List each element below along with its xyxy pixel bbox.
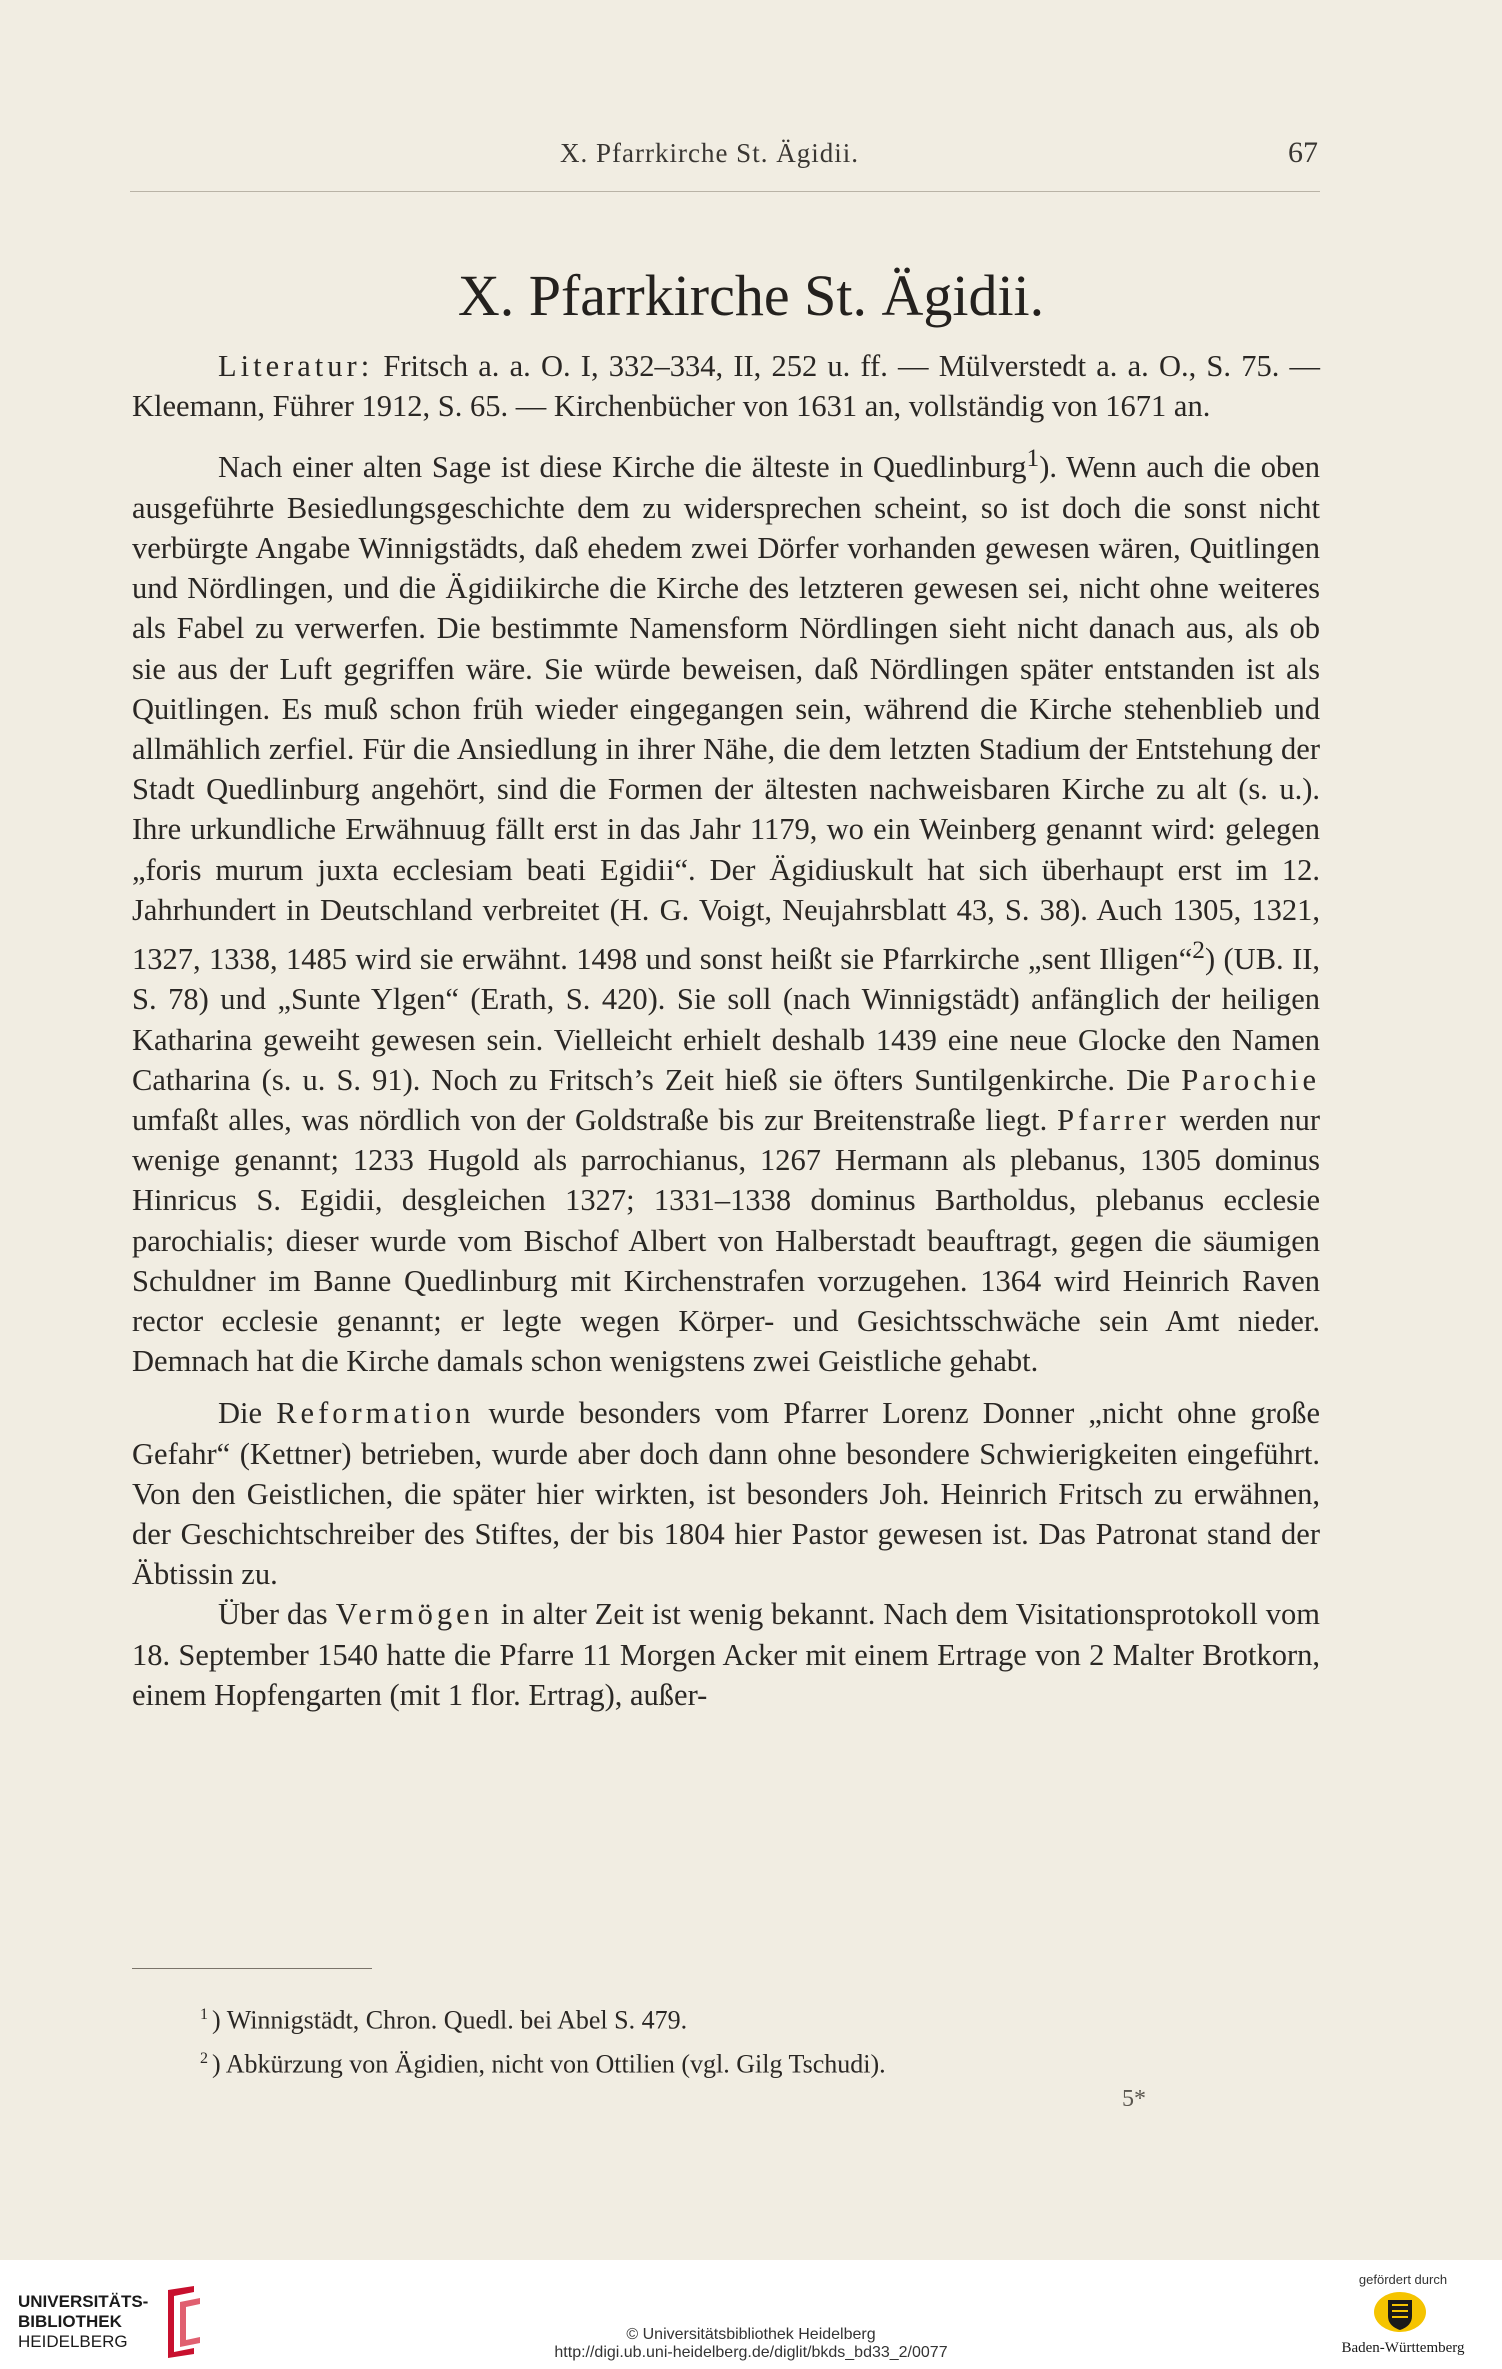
paragraph-reformation	[132, 1393, 1320, 1594]
pfarrer-label: Pfarrer	[1057, 1102, 1170, 1137]
logo-line: BIBLIOTHEK	[18, 2312, 122, 2331]
body-text	[132, 346, 1320, 1715]
sponsor-label: gefördert durch	[1358, 2272, 1448, 2287]
copyright-text: © Universitätsbibliothek Heidelberg	[626, 2326, 876, 2343]
paragraph-history	[132, 438, 1320, 1381]
literature-label: Literatur:	[218, 349, 374, 383]
logo-line: HEIDELBERG	[18, 2332, 128, 2351]
text-run: werden nur wenige genannt; 1233 Hugold als parrochianus, 1267 Hermann als plebanus, 1305 dominus Hinricus S. Egidii, desgleichen 1327; 1331–1338 dominus Bartholdus, plebanus ecclesie parochialis; dieser wurde vom Bischof Albert von Halberstadt beauftragt, gegen die säumigen Schuldner im Banne Quedlinburg mit Kirchenstrafen vorzugehen. 1364 wird Heinrich Raven rector ecclesie genannt; er legte wegen Körper- und Gesichtsschwäche sein Amt nieder. Demnach hat die Kirche damals schon wenigstens zwei Geistliche gehabt.	[132, 1102, 1320, 1379]
logo-line: UNIVERSITÄTS-	[18, 2292, 149, 2311]
parochie-label: Parochie	[1181, 1062, 1320, 1097]
footnote-ref-1: 1	[1026, 444, 1040, 473]
literature-text: Fritsch a. a. O. I, 332–334, II, 252 u. ff. — Mülverstedt a. a. O., S. 75. — Kleemann, Führer 1912, S. 65. — Kirchenbücher von 1631 an, vollständig von 1671 an.	[132, 349, 1320, 424]
page-number: 67	[1288, 136, 1318, 169]
footnote-mark: 2	[200, 2049, 208, 2067]
text-run: ) (UB. II, S. 78) und „Sunte Ylgen“ (Erath, S. 420). Sie soll (nach Winnigstädt) anfänglich der heiligen Katharina geweiht gewesen sein. Vielleicht erhielt deshalb 1439 eine neue Glocke den Namen Catharina (s. u. S. 91). Noch zu Fritsch’s Zeit hieß sie öfters Suntilgenkirche. Die	[132, 942, 1321, 1097]
text-run: ). Wenn auch die oben ausgeführte Besiedlungsgeschichte dem zu widersprechen scheint, so ist doch die sonst nicht verbürgte Angabe Winnigstädts, daß ehedem zwei Dörfer vorhanden gewesen wären, Quitlingen und Nördlingen, und die Ägidiikirche die Kirche des letzteren gewesen sei, nicht ohne weiteres als Fabel zu verwerfen. Die bestimmte Namensform Nördlingen sieht nicht danach aus, als ob sie aus der Luft gegriffen wäre. Sie würde beweisen, daß Nördlingen später entstanden ist als Quitlingen. Es muß schon früh wieder eingegangen sein, während die Kirche stehenblieb und allmählich zerfiel. Für die Ansiedlung in ihrer Nähe, die dem letzten Stadium der Entstehung der Stadt Quedlinburg angehört, sind die Formen der ältesten nachweisbaren Kirche zu alt (s. u.). Ihre urkundliche Erwähnuug fällt erst in das Jahr 1179, wo ein Weinberg genannt wird: gelegen „foris murum juxta ecclesiam beati Egidii“. Der Ägidiuskult hat sich überhaupt erst im 12. Jahrhundert in Deutschland verbreitet (H. G. Voigt, Neujahrsblatt 43, S. 38). Auch 1305, 1321, 1327, 1338, 1485 wird sie erwähnt. 1498 und sonst heißt sie Pfarrkirche „sent Illigen“	[132, 450, 1320, 977]
vermoegen-label: Vermögen	[335, 1597, 493, 1632]
text-run: Nach einer alten Sage ist diese Kirche die älteste in Quedlinburg	[218, 450, 1027, 485]
text-run: in alter Zeit ist wenig bekannt. Nach dem Visitationsprotokoll vom 18. September 1540 hatte die Pfarre 11 Morgen Acker mit einem Ertrage von 2 Malter Brotkorn, einem Hopfengarten (mit 1 flor. Ertrag), außer-	[132, 1597, 1320, 1712]
footer-bar	[0, 2260, 1502, 2369]
footnote-ref-2: 2	[1192, 936, 1205, 964]
paragraph-vermoegen	[132, 1594, 1320, 1715]
copyright-notice	[0, 2326, 1502, 2362]
footnote-mark: 1	[200, 2006, 208, 2023]
text-run: Über das	[218, 1597, 336, 1632]
literature-paragraph	[132, 346, 1320, 426]
header-rule	[130, 191, 1320, 192]
footnote-text: ) Abkürzung von Ägidien, nicht von Ottilien (vgl. Gilg Tschudi).	[212, 2049, 886, 2079]
text-run: umfaßt alles, was nördlich von der Goldstraße bis zur Breitenstraße liegt.	[132, 1102, 1058, 1137]
running-title: X. Pfarrkirche St. Ägidii.	[560, 138, 859, 168]
footnote-2	[200, 2040, 1320, 2084]
permalink-url[interactable]: http://digi.ub.uni-heidelberg.de/diglit/bkds_bd33_2/0077	[554, 2344, 948, 2361]
state-coat-of-arms-icon	[1372, 2290, 1428, 2334]
footnote-1	[200, 1996, 1320, 2040]
sheet-signature: 5*	[1122, 2086, 1146, 2112]
text-run: wurde besonders vom Pfarrer Lorenz Donner „nicht ohne große Gefahr“ (Kettner) betrieben, wurde aber doch dann ohne besondere Schwierigkeiten eingeführt. Von den Geistlichen, die später hier wirkten, ist besonders Joh. Heinrich Fritsch zu erwähnen, der Geschichtschreiber des Stiftes, der bis 1804 hier Pastor gewesen ist. Das Patronat stand der Äbtissin zu.	[132, 1396, 1320, 1592]
sponsor-name: Baden-Württemberg	[1341, 2340, 1465, 2356]
footnote-rule	[132, 1968, 372, 1969]
footnote-text: ) Winnigstädt, Chron. Quedl. bei Abel S. 479.	[212, 2005, 688, 2035]
chapter-title: X. Pfarrkirche St. Ägidii.	[457, 263, 1045, 328]
reformation-label: Reformation	[276, 1396, 475, 1431]
footnotes	[200, 1996, 1320, 2083]
text-run: Die	[218, 1396, 277, 1431]
